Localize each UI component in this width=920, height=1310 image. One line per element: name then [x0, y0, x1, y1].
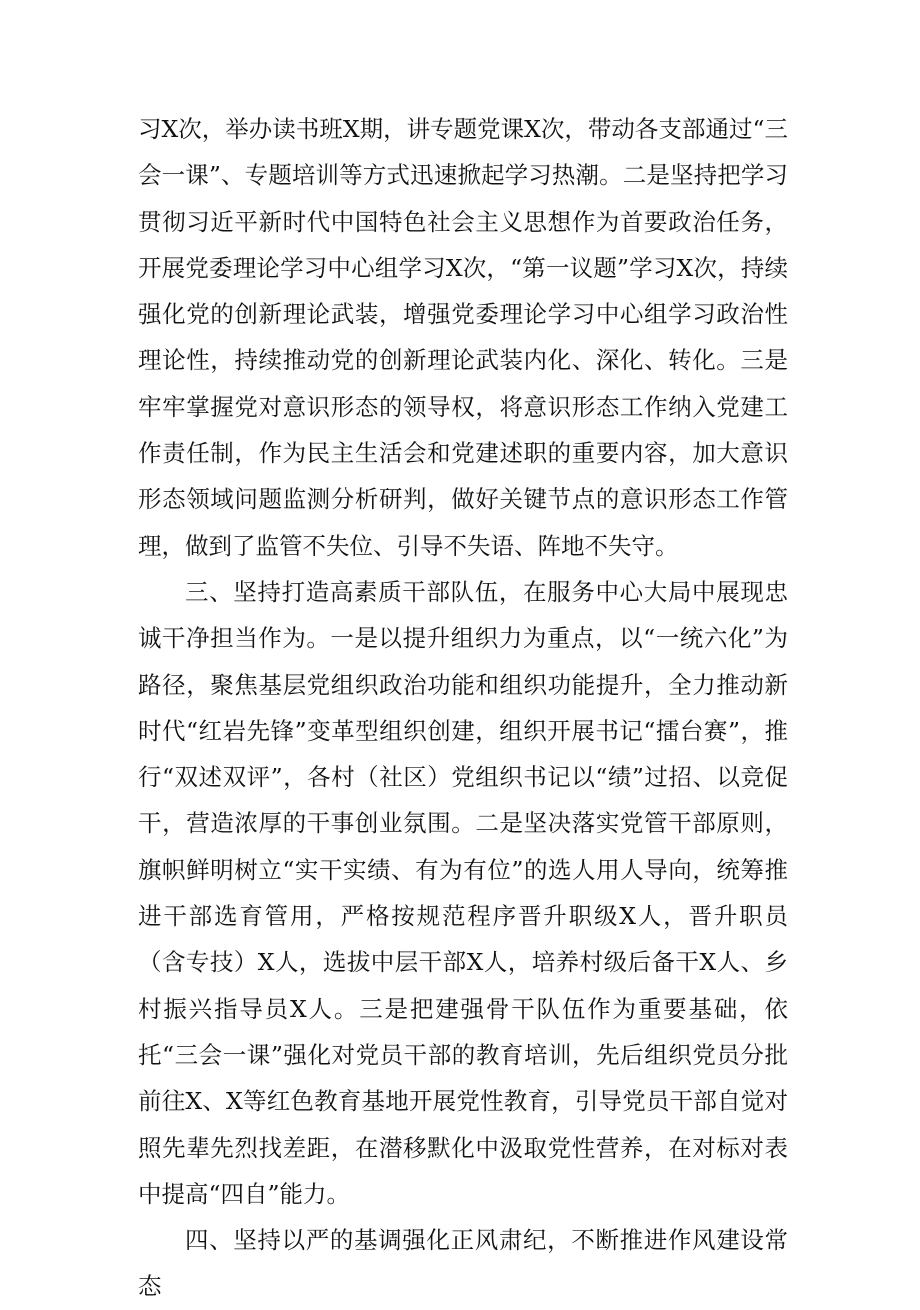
paragraph-1: 习X次，举办读书班X期，讲专题党课X次，带动各支部通过“三会一课”、专题培训等方式迅速掀起学习热潮。二是坚持把学习贯彻习近平新时代中国特色社会主义思想作为首要政治任务，开展党委理论学习中心组学习X次，“第一议题”学习X次，持续强化党的创新理论武装，增强党委理论学习中心组学习政治性理论性，持续推动党的创新理论武装内化、深化、转化。三是牢牢掌握党对意识形态的领导权，将意识形态工作纳入党建工作责任制，作为民主生活会和党建述职的重要内容，加大意识形态领域问题监测分析研判，做好关键节点的意识形态工作管理，做到了监管不失位、引导不失语、阵地不失守。 — [138, 115, 788, 560]
paragraph-3: 四、坚持以严的基调强化正风肃纪，不断推进作风建设常态 — [138, 1226, 788, 1301]
paragraph-2: 三、坚持打造高素质干部队伍，在服务中心大局中展现忠诚干净担当作为。一是以提升组织力为重点，以“一统六化”为路径，聚焦基层党组织政治功能和组织功能提升，全力推动新时代“红岩先锋”变革型组织创建，组织开展书记“擂台赛”，推行“双述双评”，各村（社区）党组织书记以“绩”过招、以竞促干，营造浓厚的干事创业氛围。二是坚决落实党管干部原则，旗帜鲜明树立“实干实绩、有为有位”的选人用人导向，统筹推进干部选育管用，严格按规范程序晋升职级X人，晋升职员（含专技）X人，选拔中层干部X人，培养村级后备干X人、乡村振兴指导员X人。三是把建强骨干队伍作为重要基础，依托“三会一课”强化对党员干部的教育培训，先后组织党员分批前往X、X等红色教育基地开展党性教育，引导党员干部自觉对照先辈先烈找差距，在潜移默化中汲取党性营养，在对标对表中提高“四自”能力。 — [138, 577, 788, 1208]
document-body — [138, 106, 788, 1310]
